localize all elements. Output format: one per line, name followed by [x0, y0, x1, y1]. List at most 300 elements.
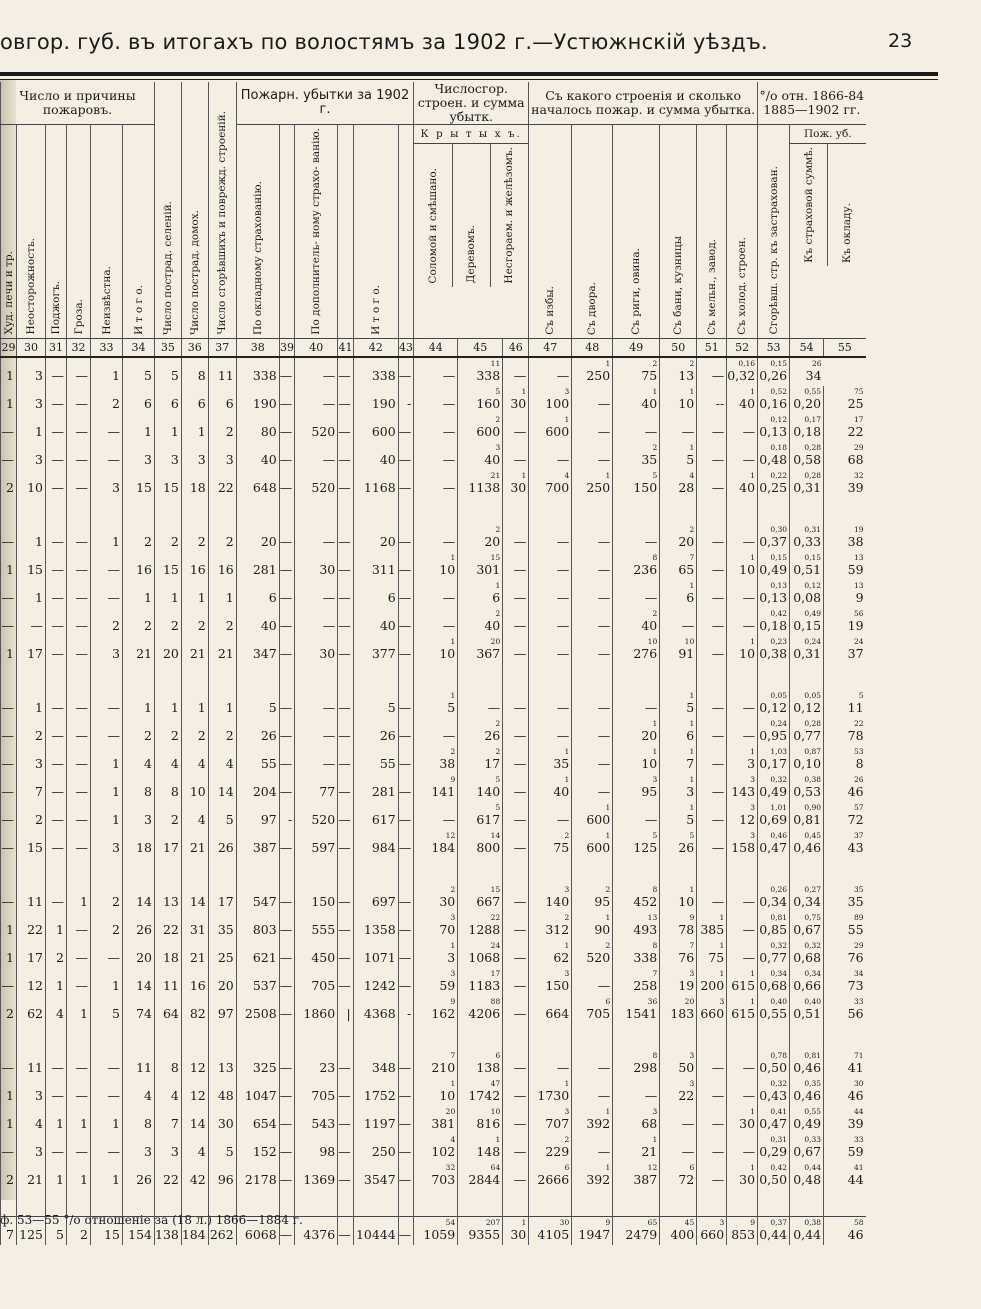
cell-value: 14 [136, 893, 152, 909]
table-cell [572, 414, 613, 442]
table-cell [790, 552, 824, 580]
table-cell [338, 968, 354, 996]
cell-value: 22 [162, 921, 179, 937]
table-row [1, 996, 866, 1024]
table-cell [208, 580, 236, 608]
superscript-count: 3 [450, 968, 456, 978]
table-cell [697, 968, 727, 996]
column-label-text: Худ. печи и тр. [2, 251, 15, 335]
table-cell [824, 1106, 866, 1134]
table-cell [353, 524, 398, 552]
table-cell [529, 552, 572, 580]
cell-value: — [398, 451, 412, 467]
table-cell [123, 690, 155, 718]
cell-value: 5 [112, 1005, 120, 1021]
cell-value: — [711, 617, 725, 633]
table-cell [208, 1078, 236, 1106]
table-cell [458, 884, 503, 912]
cell-value: 1138 [468, 479, 501, 495]
table-cell [697, 580, 727, 608]
table-cell [67, 996, 91, 1024]
cell-value: 1 [112, 533, 120, 549]
superscript-count: 6 [689, 1162, 695, 1172]
cell-value: — [398, 533, 412, 549]
superscript-count: 0,44 [804, 1162, 822, 1172]
table-cell [123, 912, 155, 940]
table-cell [155, 830, 182, 858]
group-ratio: °/о отн. 1866-84 1885—1902 гг. [758, 82, 866, 125]
superscript-count: 0,41 [770, 1106, 788, 1116]
cell-value: 0,43 [759, 1087, 788, 1103]
table-cell [46, 830, 67, 858]
table-cell [181, 802, 208, 830]
superscript-count: 5 [652, 830, 658, 840]
table-cell [503, 414, 529, 442]
cell-value: — [279, 699, 293, 715]
cell-value: 0,50 [759, 1059, 788, 1075]
table-cell [353, 442, 398, 470]
cell-value: — [338, 1059, 351, 1075]
cell-value: — [597, 617, 611, 633]
table-cell [46, 996, 67, 1024]
table-cell [458, 746, 503, 774]
cell-value: 1 [112, 1171, 120, 1187]
cell-value: 14 [189, 893, 206, 909]
table-cell [727, 940, 758, 968]
superscript-count: 1 [564, 774, 570, 784]
table-cell [338, 608, 354, 636]
table-cell [46, 912, 67, 940]
cell-value: 44 [847, 1171, 864, 1187]
cell-value: 377 [371, 645, 396, 661]
table-cell [155, 386, 182, 414]
cell-value: 348 [371, 1059, 396, 1075]
table-cell [236, 996, 279, 1024]
cell-value: 2 [144, 617, 152, 633]
cell-value: — [1, 699, 14, 715]
cell-value: 2 [170, 727, 179, 743]
cell-value: — [107, 423, 120, 439]
table-cell [17, 552, 46, 580]
cell-value: 2 [6, 479, 14, 495]
cell-value: 15 [136, 479, 152, 495]
cell-value: 150 [545, 977, 570, 993]
table-cell [697, 718, 727, 746]
cell-value: 1 [6, 949, 14, 965]
table-cell [181, 912, 208, 940]
cell-value: 10 [439, 1087, 456, 1103]
superscript-count: 5 [689, 830, 695, 840]
table-cell [295, 968, 338, 996]
cell-value: 1 [112, 811, 120, 827]
cell-value: — [513, 1005, 527, 1021]
cell-value: — [597, 1143, 611, 1159]
table-cell [208, 940, 236, 968]
table-cell [613, 524, 660, 552]
table-cell [613, 1162, 660, 1190]
cell-value: — [742, 949, 756, 965]
cell-value: 4 [56, 1005, 64, 1021]
cell-value: 10 [439, 645, 456, 661]
superscript-count: 53 [854, 746, 864, 756]
superscript-count: 19 [854, 524, 864, 534]
column-label-text: Къ страховой суммѣ. [802, 147, 815, 263]
group-burned-buildings: Числосгор. строен. и сумма убытк. [414, 82, 529, 125]
table-cell [758, 552, 790, 580]
superscript-count: 3 [689, 1050, 695, 1060]
column-number: 43 [398, 338, 414, 357]
superscript-count: 1 [689, 690, 695, 700]
cell-value: — [442, 811, 456, 827]
cell-value: — [681, 1143, 695, 1159]
superscript-count: 17 [854, 414, 864, 424]
table-cell [123, 1050, 155, 1078]
column-number: 50 [660, 338, 697, 357]
table-cell [181, 386, 208, 414]
superscript-count: 10 [490, 1106, 501, 1116]
cell-value: 555 [311, 921, 336, 937]
table-cell [697, 1078, 727, 1106]
cell-value: 7 [686, 755, 695, 771]
table-cell [613, 414, 660, 442]
table-row [1, 1078, 866, 1106]
table-cell [295, 608, 338, 636]
cell-value: 3 [112, 479, 120, 495]
superscript-count: 1 [450, 690, 456, 700]
table-cell [208, 690, 236, 718]
cell-value: 30 [319, 645, 336, 661]
cell-value: — [75, 727, 88, 743]
table-cell [790, 1078, 824, 1106]
table-cell [279, 357, 295, 386]
cell-value: — [513, 589, 527, 605]
table-cell [824, 940, 866, 968]
superscript-count: 6 [564, 1162, 570, 1172]
table-cell [790, 386, 824, 414]
table-cell [17, 608, 46, 636]
cell-value: 0,29 [759, 1143, 788, 1159]
table-cell [91, 1162, 123, 1190]
cell-value: 140 [476, 783, 501, 799]
table-cell [458, 442, 503, 470]
table-cell [697, 774, 727, 802]
column-number: 55 [824, 338, 866, 357]
cell-value: 68 [641, 1115, 658, 1131]
table-cell [697, 746, 727, 774]
cell-value: 229 [545, 1143, 570, 1159]
cell-value: 3 [35, 1087, 43, 1103]
table-cell [353, 1162, 398, 1190]
cell-value: 39 [847, 479, 864, 495]
superscript-count: 3 [689, 968, 695, 978]
table-cell [17, 912, 46, 940]
table-cell [790, 470, 824, 498]
cell-value: 250 [586, 367, 611, 383]
table-cell [123, 608, 155, 636]
cell-value: — [513, 811, 527, 827]
table-cell [46, 1134, 67, 1162]
table-cell [67, 940, 91, 968]
table-cell [414, 968, 458, 996]
table-cell [458, 996, 503, 1024]
table-cell [697, 830, 727, 858]
table-row [1, 636, 866, 664]
cell-value: 0,46 [793, 1059, 822, 1075]
table-cell [338, 774, 354, 802]
table-row [1, 357, 866, 386]
table-cell [181, 442, 208, 470]
table-cell [758, 442, 790, 470]
cell-value: — [279, 921, 293, 937]
cell-value: 1 [225, 699, 234, 715]
column-label-text: По дополнитель- ному страхо- ванію. [310, 128, 323, 335]
cell-value: — [279, 423, 293, 439]
cell-value: 660 [700, 1005, 725, 1021]
table-cell [824, 1134, 866, 1162]
cell-value: 600 [371, 423, 396, 439]
table-cell [91, 414, 123, 442]
table-cell [503, 1078, 529, 1106]
table-cell [46, 968, 67, 996]
cell-value: — [338, 1226, 351, 1242]
table-cell [572, 774, 613, 802]
cell-value: — [597, 699, 611, 715]
table-cell [613, 608, 660, 636]
column-number: 33 [91, 338, 123, 357]
cell-value: — [711, 533, 725, 549]
table-cell [572, 802, 613, 830]
cell-value: 3 [35, 367, 43, 383]
cell-value: 37 [847, 645, 864, 661]
superscript-count: 1 [750, 636, 756, 646]
cell-value: — [487, 699, 501, 715]
column-label-text: Соломой и смѣшано. [426, 167, 439, 284]
cell-value: 30 [439, 893, 456, 909]
table-cell [155, 996, 182, 1024]
cell-value: 5 [686, 451, 695, 467]
cell-value: — [597, 451, 611, 467]
cell-value: 2 [225, 727, 234, 743]
table-cell [236, 1050, 279, 1078]
cell-value: 26 [379, 727, 396, 743]
cell-value: — [711, 589, 725, 605]
table-row [1, 746, 866, 774]
table-cell [236, 580, 279, 608]
cell-value: 8 [197, 367, 206, 383]
cell-value: 95 [641, 783, 658, 799]
table-cell [1, 690, 17, 718]
table-cell [414, 690, 458, 718]
superscript-count: 0,18 [770, 442, 788, 452]
table-cell [236, 940, 279, 968]
table-cell [758, 414, 790, 442]
cell-value: 4 [35, 1115, 43, 1131]
cell-value: 0,37 [759, 533, 788, 549]
table-cell [758, 580, 790, 608]
cell-value: — [398, 1226, 412, 1242]
superscript-count: 0,35 [804, 1078, 822, 1088]
cell-value: — [51, 395, 64, 411]
superscript-count: 0,24 [770, 718, 788, 728]
table-cell [529, 1134, 572, 1162]
table-cell [338, 912, 354, 940]
cell-value: — [513, 367, 527, 383]
table-cell [414, 1216, 458, 1245]
superscript-count: 1 [495, 1134, 501, 1144]
table-cell [529, 718, 572, 746]
superscript-count: 1 [605, 470, 611, 480]
table-cell [67, 470, 91, 498]
cell-value: 1860 [303, 1005, 336, 1021]
cell-value: 12 [189, 1087, 206, 1103]
cell-value: 21 [189, 949, 206, 965]
table-cell [660, 1162, 697, 1190]
table-cell [613, 746, 660, 774]
cell-value: — [681, 1115, 695, 1131]
superscript-count: 1 [605, 912, 611, 922]
superscript-count: 2 [652, 608, 658, 618]
cell-value: 301 [476, 561, 501, 577]
superscript-count: 5 [652, 470, 658, 480]
cell-value: 40 [260, 617, 277, 633]
superscript-count: 1 [605, 1106, 611, 1116]
cell-value: 125 [633, 839, 658, 855]
column-label-text: И т о г о. [132, 284, 145, 335]
cell-value: — [681, 423, 695, 439]
cell-value: 2 [56, 949, 64, 965]
cell-value: 40 [260, 451, 277, 467]
superscript-count: 1 [689, 746, 695, 756]
superscript-count: 0,31 [770, 1134, 788, 1144]
table-cell [572, 580, 613, 608]
cell-value: 10 [439, 561, 456, 577]
table-cell [67, 1078, 91, 1106]
table-cell [414, 746, 458, 774]
table-cell [824, 1050, 866, 1078]
table-cell [181, 884, 208, 912]
table-cell [503, 357, 529, 386]
cell-value: — [513, 921, 527, 937]
superscript-count: 1 [689, 580, 695, 590]
cell-value: 3 [447, 949, 456, 965]
cell-value: 0,85 [759, 921, 788, 937]
column-label-51 [697, 125, 727, 339]
table-cell [46, 746, 67, 774]
table-cell [236, 830, 279, 858]
cell-value: 2844 [468, 1171, 501, 1187]
cell-value: 0,48 [793, 1171, 822, 1187]
cell-value: — [51, 783, 64, 799]
superscript-count: 0,81 [770, 912, 788, 922]
cell-value: 4 [170, 1087, 179, 1103]
table-cell [414, 1106, 458, 1134]
cell-value: — [1, 977, 14, 993]
table-cell [572, 1106, 613, 1134]
cell-value: 38 [439, 755, 456, 771]
table-cell [91, 884, 123, 912]
superscript-count: 8 [652, 940, 658, 950]
cell-value: 18 [136, 839, 152, 855]
table-cell [208, 636, 236, 664]
table-cell [529, 802, 572, 830]
cell-value: 20 [217, 977, 234, 993]
cell-value: 0,49 [759, 783, 788, 799]
superscript-count: 1 [750, 968, 756, 978]
cell-value: — [75, 977, 88, 993]
cell-value: — [279, 1226, 293, 1242]
cell-value: 0,68 [793, 949, 822, 965]
superscript-count: 0,46 [770, 830, 788, 840]
cell-value: 64 [162, 1005, 179, 1021]
cell-value: 1 [6, 645, 14, 661]
table-cell [353, 608, 398, 636]
cell-value: — [1, 783, 14, 799]
table-cell [503, 884, 529, 912]
table-cell [613, 1134, 660, 1162]
column-label-47 [529, 125, 572, 339]
table-cell [414, 884, 458, 912]
table-cell [236, 802, 279, 830]
cell-value: 325 [252, 1059, 277, 1075]
cell-value: — [398, 645, 412, 661]
superscript-count: 3 [564, 968, 570, 978]
cell-value: — [442, 451, 456, 467]
cell-value: 1 [112, 367, 120, 383]
cell-value: 40 [553, 783, 570, 799]
superscript-count: 4 [564, 470, 570, 480]
table-cell [758, 968, 790, 996]
table-cell [414, 774, 458, 802]
table-cell [697, 386, 727, 414]
cell-value: 1 [80, 893, 88, 909]
superscript-count: 0,49 [804, 608, 822, 618]
cell-value: — [338, 589, 351, 605]
table-cell [123, 1162, 155, 1190]
cell-value: 102 [431, 1143, 456, 1159]
table-cell [727, 996, 758, 1024]
table-cell [458, 1078, 503, 1106]
table-cell [353, 1134, 398, 1162]
cell-value: 80 [260, 423, 277, 439]
table-row [1, 884, 866, 912]
cell-value: 0,51 [793, 561, 822, 577]
cell-value: 1 [197, 699, 206, 715]
table-cell [91, 357, 123, 386]
superscript-count: 17 [490, 968, 501, 978]
cell-value: 40 [641, 395, 658, 411]
table-cell [458, 1216, 503, 1245]
superscript-count: 0,15 [770, 552, 788, 562]
superscript-count: 1 [450, 1078, 456, 1088]
table-cell [727, 608, 758, 636]
table-cell [181, 1134, 208, 1162]
table-cell [414, 1078, 458, 1106]
cell-value: — [1, 839, 14, 855]
table-cell [727, 746, 758, 774]
table-cell [697, 912, 727, 940]
superscript-count: 9 [689, 912, 695, 922]
table-cell [279, 552, 295, 580]
table-cell [353, 580, 398, 608]
cell-value: — [322, 699, 336, 715]
cell-value: 4 [197, 811, 206, 827]
table-cell [236, 470, 279, 498]
table-cell [758, 470, 790, 498]
table-cell [458, 1106, 503, 1134]
table-cell [155, 912, 182, 940]
table-row [1, 912, 866, 940]
cell-value: 204 [252, 783, 277, 799]
